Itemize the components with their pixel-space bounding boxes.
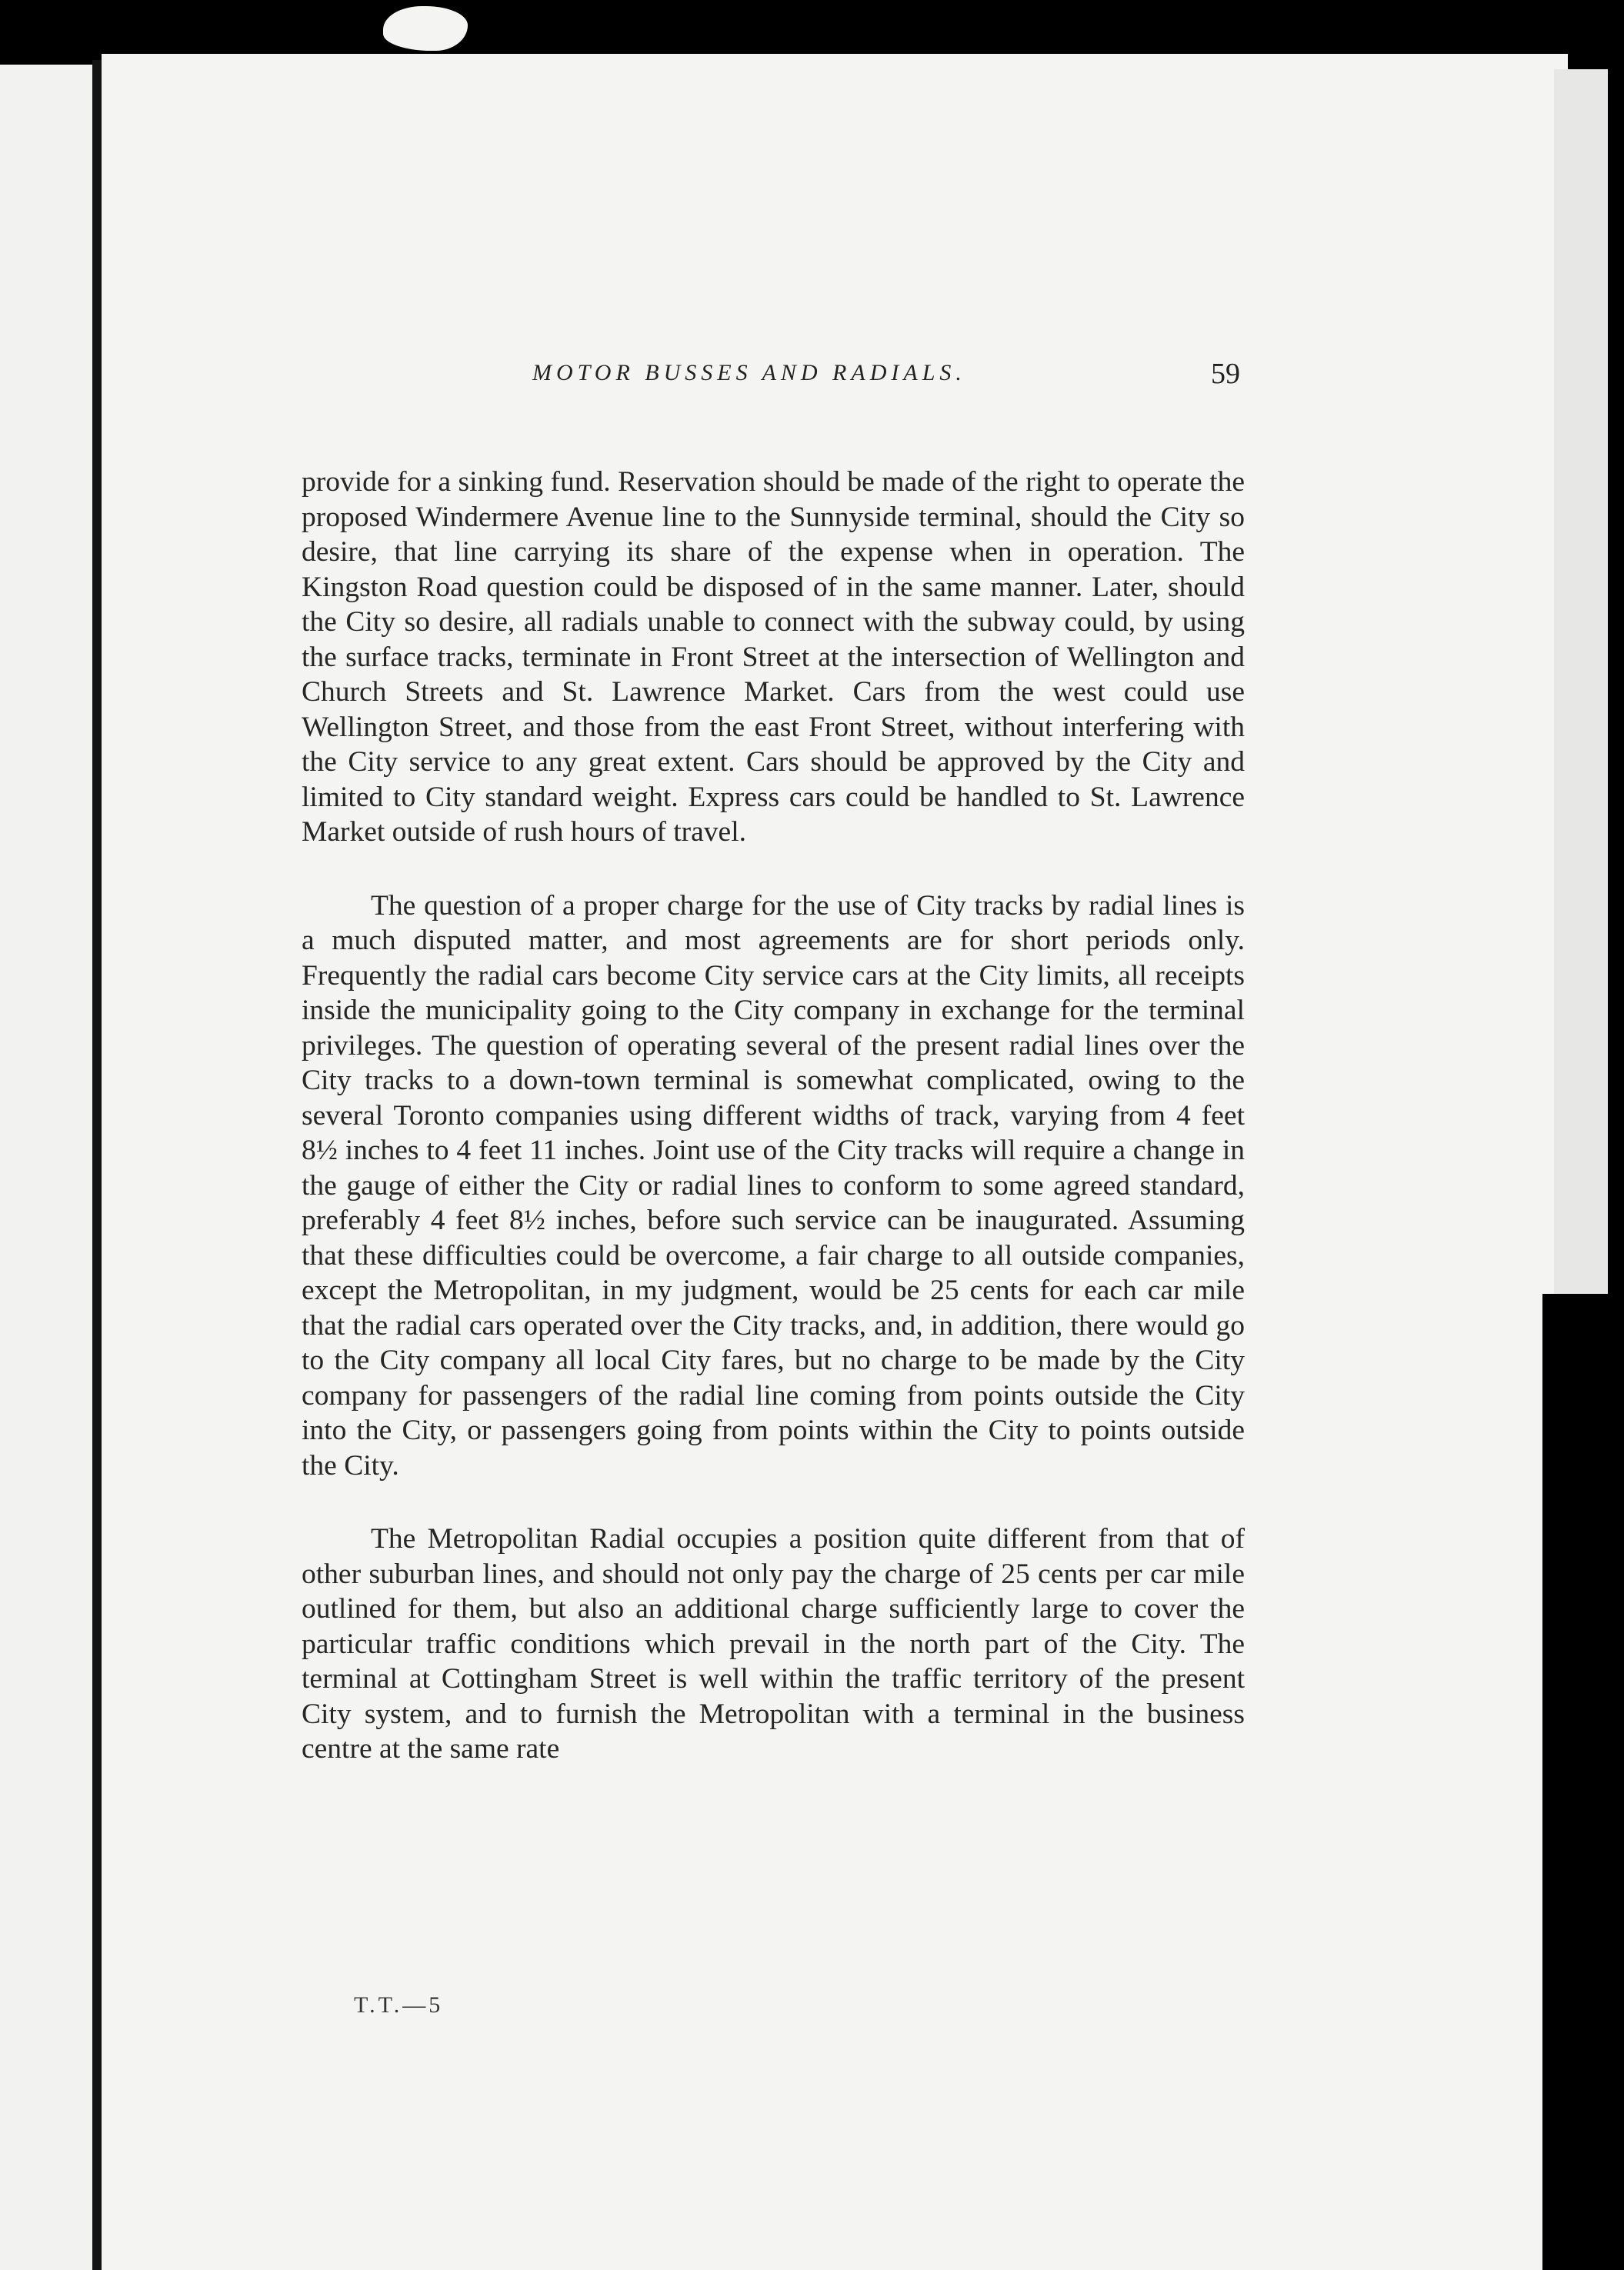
paragraph-2: The question of a proper charge for the use of City tracks by radial lines is a much disputed matter, and most agreements are for short periods only. Frequently the radial cars become City service cars at the City limits, all receipts inside the municipality going to the City company in exchange for the terminal privileges. The question of operating several of the present radial lines over the City tracks to a down-town terminal is somewhat complicated, owing to the several Toronto companies using different widths of track, varying from 4 feet 8½ inches to 4 feet 11 inches. Joint use of the City tracks will require a change in the gauge of either the City or radial lines to conform to some agreed standard, preferably 4 feet 8½ inches, before such service can be inaugurated. Assuming that these difficulties could be overcome, a fair charge to all outside companies, except the Metropolitan, in my judgment, would be 25 cents for each car mile that the radial cars operated over the City tracks, and, in addition, there would go to the City company all local City fares, but no charge to be made by the City company for passengers of the radial line coming from points outside the City into the City, or passengers going from points within the City to points outside the City. xyxy=(302,889,1245,1482)
page-number: 59 xyxy=(1211,358,1240,390)
page-header xyxy=(348,360,1240,398)
facing-page-edge xyxy=(0,65,92,2270)
paragraph-1: provide for a sinking fund. Reservation should be made of the right to operate the proposed Windermere Avenue line to the Sunnyside terminal, should the City so desire, that line carrying its share of the expense when in operation. The Kingston Road question could be disposed of in the same manner. Later, should the City so desire, all radials unable to connect with the subway could, by using the surface tracks, terminate in Front Street at the intersection of Wellington and Church Streets and St. Lawrence Market. Cars from the west could use Wellington Street, and those from the east Front Street, without interfering with the City service to any great extent. Cars should be approved by the City and limited to City standard weight. Express cars could be handled to St. Lawrence Market outside of rush hours of travel. xyxy=(302,466,1245,848)
signature-mark: T.T.—5 xyxy=(354,1992,444,2018)
scan-smudge xyxy=(383,6,468,51)
book-gutter xyxy=(92,60,102,2270)
body-text xyxy=(302,465,1245,1767)
paragraph-3: The Metropolitan Radial occupies a position quite different from that of other suburban lines, and should not only pay the charge of 25 cents per car mile outlined for them, but also an additional charge sufficiently large to cover the particular traffic conditions which prevail in the north part of the City. The terminal at Cottingham Street is well within the traffic territory of the present City system, and to furnish the Metropolitan with a terminal in the business centre at the same rate xyxy=(302,1523,1245,1765)
running-head: MOTOR BUSSES AND RADIALS. xyxy=(532,360,966,385)
scan-shadow xyxy=(1542,1294,1624,2270)
